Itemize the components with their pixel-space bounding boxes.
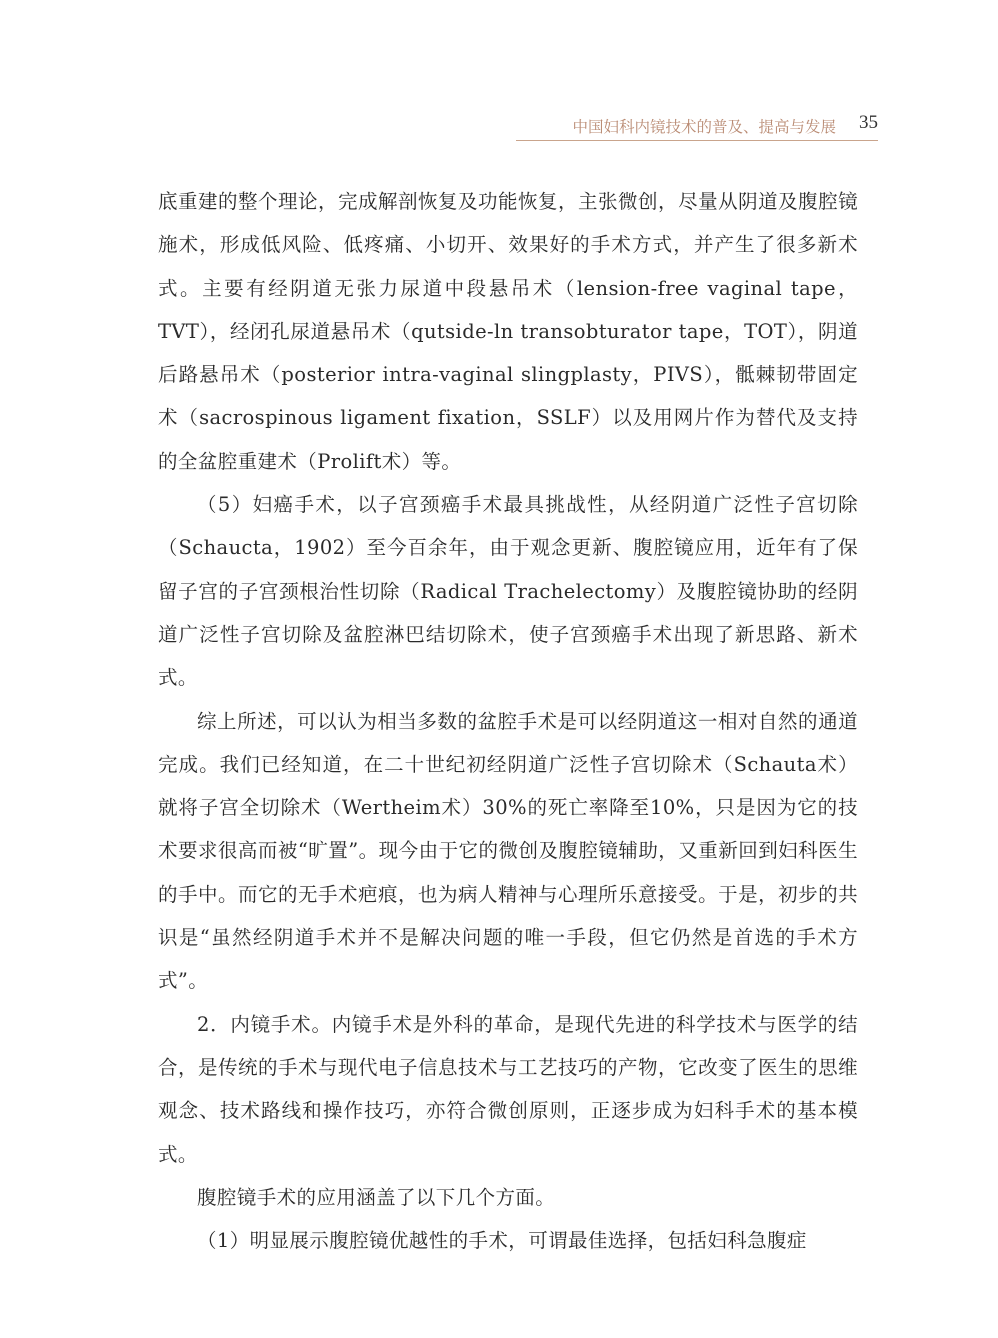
header-title: 中国妇科内镜技术的普及、提高与发展 bbox=[572, 118, 836, 136]
page-number: 35 bbox=[859, 112, 878, 133]
paragraph-gyn-cancer-surgery: （5）妇癌手术，以子宫颈癌手术最具挑战性，从经阴道广泛性子宫切除（Schaucta，1902）至今百余年，由于观念更新、腹腔镜应用，近年有了保留子宫的子宫颈根治性切除（Radical Trachelectomy）及腹腔镜协助的经阴道广泛性子宫切除及盆腔淋巴结切除术，使子宫颈癌手术出现了新思路、新术式。 bbox=[158, 493, 858, 690]
paragraph-laparoscopy-item-1: （1）明显展示腹腔镜优越性的手术，可谓最佳选择，包括妇科急腹症 bbox=[197, 1229, 807, 1253]
paragraph-summary: 综上所述，可以认为相当多数的盆腔手术是可以经阴道这一相对自然的通道完成。我们已经知道，在二十世纪初经阴道广泛性子宫切除术（Schauta术）就将子宫全切除术（Wertheim术）30%的死亡率降至10%，只是因为它的技术要求很高而被“旷置”。现今由于它的微创及腹腔镜辅助，又重新回到妇科医生的手中。而它的无手术疤痕，也为病人精神与心理所乐意接受。于是，初步的共识是“虽然经阴道手术并不是解决问题的唯一手段，但它仍然是首选的手术方式”。 bbox=[158, 709, 858, 993]
paragraph-pelvic-floor: 底重建的整个理论，完成解剖恢复及功能恢复，主张微创，尽量从阴道及腹腔镜施术，形成低风险、低疼痛、小切开、效果好的手术方式，并产生了很多新术式。主要有经阴道无张力尿道中段悬吊术（lension-free vaginal tape，TVT），经闭孔尿道悬吊术（qutside-ln transobturator tape，TOT），阴道后路悬吊术（posterior intra-vaginal slingplasty，PIVS），骶棘韧带固定术（sacrospinous ligament fixation，SSLF）以及用网片作为替代及支持的全盆腔重建术（Prolift术）等。 bbox=[158, 190, 858, 473]
body-text bbox=[158, 180, 858, 1262]
paragraph-endoscopic-surgery: 2．内镜手术。内镜手术是外科的革命，是现代先进的科学技术与医学的结合，是传统的手术与现代电子信息技术与工艺技巧的产物，它改变了医生的思维观念、技术路线和操作技巧，亦符合微创原则，正逐步成为妇科手术的基本模式。 bbox=[158, 1012, 858, 1166]
running-header bbox=[516, 108, 878, 141]
paragraph-laparoscopy-intro: 腹腔镜手术的应用涵盖了以下几个方面。 bbox=[197, 1185, 556, 1209]
